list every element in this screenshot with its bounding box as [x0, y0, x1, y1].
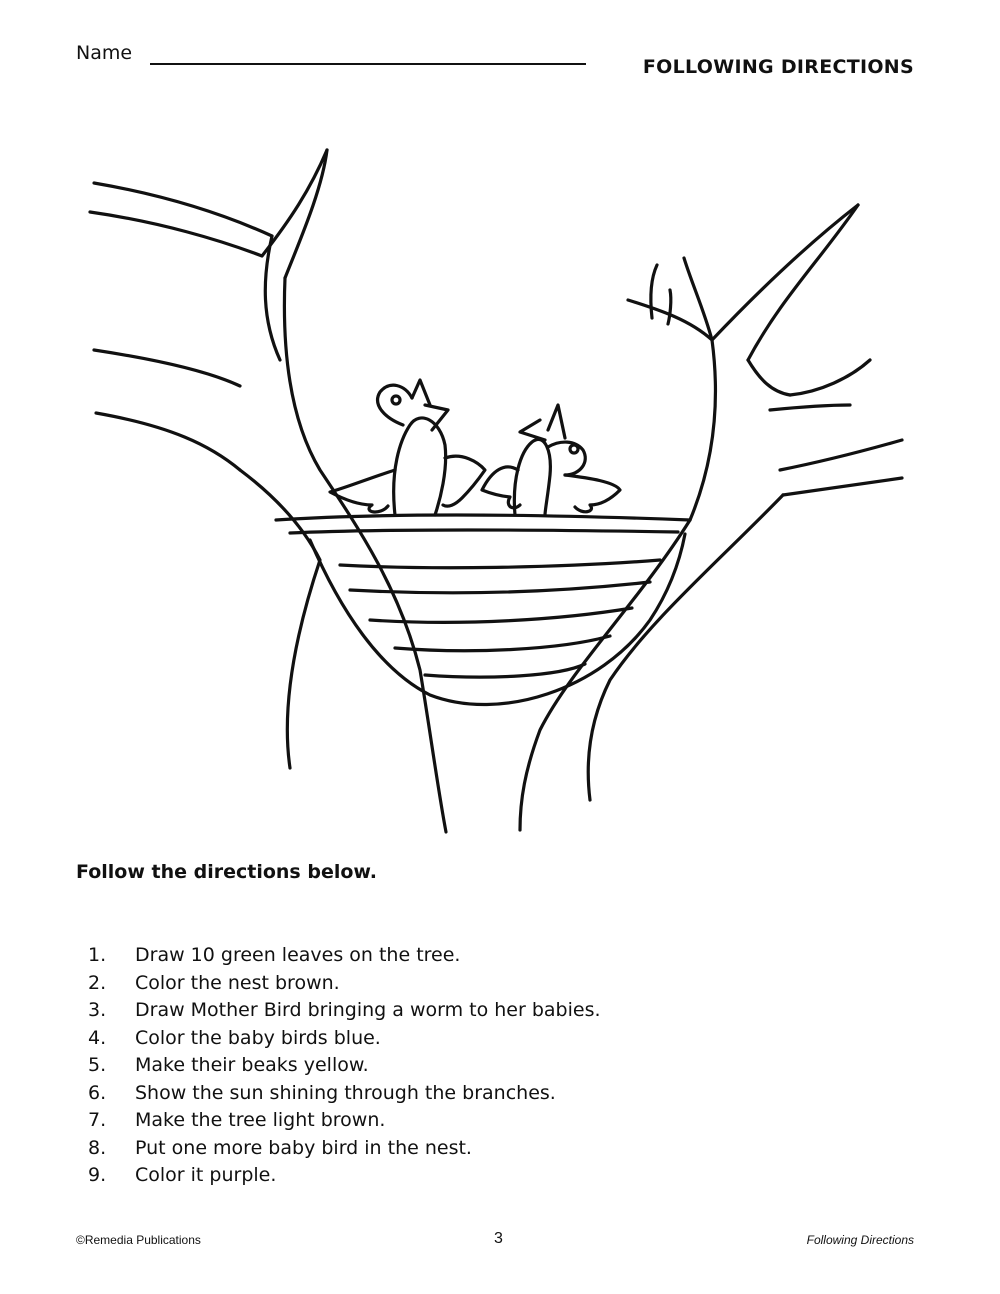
- tree-outline: [90, 150, 902, 832]
- direction-item: [88, 1080, 601, 1108]
- footer-publisher: ©Remedia Publications: [76, 1233, 201, 1247]
- direction-number: 9.: [88, 1164, 107, 1186]
- instructions-heading: Follow the directions below.: [76, 861, 377, 883]
- direction-text: Put one more baby bird in the nest.: [135, 1136, 472, 1159]
- page-heading: FOLLOWING DIRECTIONS: [642, 56, 914, 78]
- direction-item: [88, 1052, 601, 1080]
- direction-number: 5.: [88, 1054, 107, 1076]
- direction-text: Show the sun shining through the branches.: [135, 1081, 556, 1104]
- direction-number: 1.: [88, 944, 107, 966]
- direction-item: [88, 1135, 601, 1163]
- direction-number: 2.: [88, 971, 107, 994]
- baby-bird-left: [330, 380, 485, 515]
- direction-text: Color it purple.: [135, 1164, 277, 1186]
- direction-text: Color the baby birds blue.: [135, 1026, 381, 1049]
- direction-number: 4.: [88, 1026, 107, 1049]
- footer-page-number: 3: [494, 1230, 503, 1247]
- direction-text: Make their beaks yellow.: [135, 1054, 369, 1076]
- direction-item: [88, 997, 601, 1025]
- direction-text: Color the nest brown.: [135, 971, 340, 994]
- direction-text: Draw Mother Bird bringing a worm to her babies.: [135, 999, 601, 1021]
- direction-item: [88, 1107, 601, 1135]
- direction-item: [88, 942, 601, 970]
- direction-number: 3.: [88, 999, 107, 1021]
- direction-text: Make the tree light brown.: [135, 1109, 386, 1131]
- direction-number: 7.: [88, 1109, 107, 1131]
- direction-number: 8.: [88, 1136, 107, 1159]
- direction-item: [88, 1162, 601, 1190]
- nest-outline: [276, 515, 690, 704]
- baby-bird-right: [482, 405, 620, 515]
- direction-text: Draw 10 green leaves on the tree.: [135, 944, 461, 966]
- direction-item: [88, 970, 601, 998]
- direction-number: 6.: [88, 1081, 107, 1104]
- name-label: Name: [76, 42, 133, 64]
- footer-book-title: Following Directions: [806, 1233, 914, 1247]
- direction-item: [88, 1025, 601, 1053]
- directions-list: [88, 942, 601, 1190]
